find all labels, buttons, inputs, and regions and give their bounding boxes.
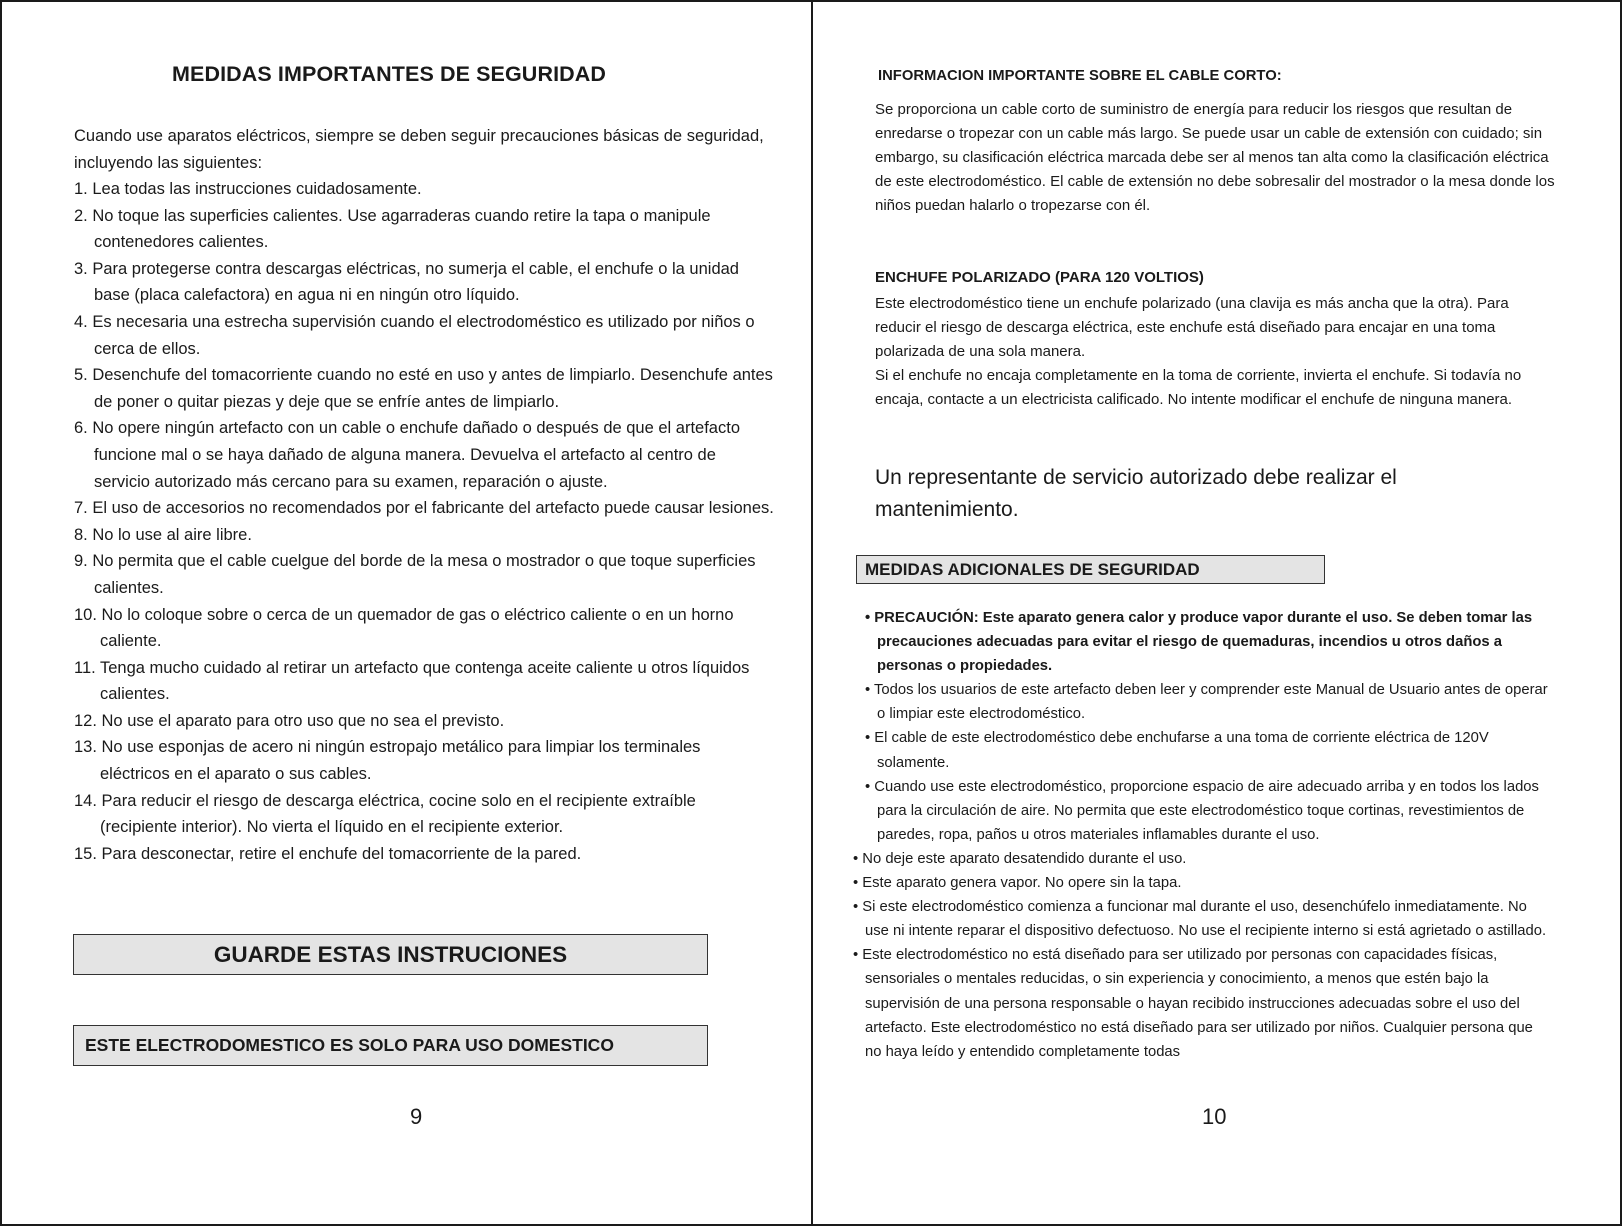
list-item: 15. Para desconectar, retire el enchufe del tomacorriente de la pared. — [74, 844, 582, 863]
list-item: 5. Desenchufe del tomacorriente cuando no esté en uso y antes de limpiarlo. Desenchufe antes de poner o quitar piezas y deje que se enfríe antes de limpiarlo. — [74, 366, 773, 411]
list-item: • Este aparato genera vapor. No opere sin la tapa. — [853, 875, 1182, 892]
list-item: 3. Para protegerse contra descargas eléctricas, no sumerja el cable, el enchufe o la unidad base (placa calefactora) en agua ni en ningún otro líquido. — [74, 259, 739, 305]
list-item: • El cable de este electrodoméstico debe enchufarse a una toma de corriente eléctrica de 120V solamente. — [865, 730, 1489, 771]
list-item: • PRECAUCIÓN: Este aparato genera calor y produce vapor durante el uso. Se deben tomar las precauciones adecuadas para evitar el riesgo de quemaduras, incendios u otros daños a personas o propiedades. — [865, 610, 1533, 675]
list-item: • Este electrodoméstico no está diseñado para ser utilizado por personas con capacidades físicas, sensoriales o mentales reducidas, o sin experiencia y conocimiento, a menos que estén bajo la supervisión de una persona responsable o hayan recibido instrucciones adecuadas sobre el uso del artefacto. Este electrodoméstico no está diseñado para ser utilizado por niños. Cualquier persona que no haya leído y entendido completamente todas — [853, 947, 1533, 1060]
list-item: 10. No lo coloque sobre o cerca de un quemador de gas o eléctrico caliente o en un horno caliente. — [74, 605, 734, 651]
plug-paragraph-2: Si el enchufe no encaja completamente en la toma de corriente, invierta el enchufe. Si todavía no encaja, contacte a un electricista calificado. No intente modificar el enchufe de ninguna manera. — [875, 367, 1522, 408]
list-item: • Cuando use este electrodoméstico, proporcione espacio de aire adecuado arriba y en todos los lados para la circulación de aire. No permita que este electrodoméstico toque cortinas, revestimientos de paredes, ropa, paños u otros materiales inflamables durante el uso. — [865, 778, 1539, 843]
right-page — [813, 2, 1620, 1224]
plug-paragraph: Este electrodoméstico tiene un enchufe polarizado (una clavija es más ancha que la otra). Para reducir el riesgo de descarga eléctrica, este enchufe está diseñado para encajar en una toma polarizada de una sola manera. — [875, 295, 1509, 360]
list-item: 4. Es necesaria una estrecha supervisión cuando el electrodoméstico es utilizado por niños o cerca de ellos. — [74, 312, 755, 358]
list-item: 13. No use esponjas de acero ni ningún estropajo metálico para limpiar los terminales eléctricos en el aparato o sus cables. — [74, 738, 701, 784]
intro-paragraph: Cuando use aparatos eléctricos, siempre se deben seguir precauciones básicas de seguridad, incluyendo las siguientes: — [74, 127, 764, 172]
household-use-box: ESTE ELECTRODOMESTICO ES SOLO PARA USO DOMESTICO — [73, 1025, 708, 1066]
left-page — [2, 2, 811, 1224]
list-item: 9. No permita que el cable cuelgue del borde de la mesa o mostrador o que toque superficies calientes. — [74, 552, 756, 597]
list-item: 12. No use el aparato para otro uso que no sea el previsto. — [74, 711, 505, 730]
list-item: • Todos los usuarios de este artefacto deben leer y comprender este Manual de Usuario antes de operar o limpiar este electrodoméstico. — [865, 682, 1548, 723]
page-title: MEDIDAS IMPORTANTES DE SEGURIDAD — [172, 62, 607, 86]
cord-paragraph: Se proporciona un cable corto de suministro de energía para reducir los riesgos que resultan de enredarse o tropezar con un cable más largo. Se puede usar un cable de extensión con cuidado; sin embargo, su clasificación eléctrica marcada debe ser al menos tan alta como la clasificación eléctrica de este electrodoméstico. El cable de extensión no debe sobresalir del mostrador o la mesa donde los niños puedan halarlo o tropezarse con él. — [875, 101, 1555, 214]
page-number: 9 — [410, 1104, 423, 1129]
cord-heading: INFORMACION IMPORTANTE SOBRE EL CABLE CORTO: — [878, 68, 1282, 84]
service-notice: Un representante de servicio autorizado debe realizar el mantenimiento. — [875, 466, 1397, 521]
list-item: 11. Tenga mucho cuidado al retirar un artefacto que contenga aceite caliente u otros líquidos calientes. — [74, 658, 750, 704]
list-item: 8. No lo use al aire libre. — [74, 525, 252, 544]
save-instructions-box: GUARDE ESTAS INSTRUCIONES — [73, 934, 708, 975]
list-item: 14. Para reducir el riesgo de descarga eléctrica, cocine solo en el recipiente extraíble (recipiente interior). No vierta el líquido en el recipiente exterior. — [74, 791, 696, 837]
list-item: 7. El uso de accesorios no recomendados por el fabricante del artefacto puede causar lesiones. — [74, 499, 774, 518]
safety-list — [74, 176, 774, 867]
page-number: 10 — [1202, 1104, 1227, 1129]
list-item: 6. No opere ningún artefacto con un cable o enchufe dañado o después de que el artefacto funcione mal o se haya dañado de alguna manera. Devuelva el artefacto al centro de servicio autorizado más cercano para su examen, reparación o ajuste. — [74, 419, 740, 491]
list-item: 2. No toque las superficies calientes. Use agarraderas cuando retire la tapa o manipule contenedores calientes. — [74, 206, 711, 252]
list-item: • Si este electrodoméstico comienza a funcionar mal durante el uso, desenchúfelo inmediatamente. No use ni intente reparar el dispositivo defectuoso. No use el recipiente interno si está agrietado o astillado. — [853, 899, 1547, 940]
plug-heading: ENCHUFE POLARIZADO (PARA 120 VOLTIOS) — [875, 269, 1204, 286]
list-item: 1. Lea todas las instrucciones cuidadosamente. — [74, 180, 422, 198]
additional-safety-list — [853, 606, 1553, 1064]
additional-safety-box: MEDIDAS ADICIONALES DE SEGURIDAD — [856, 555, 1325, 584]
list-item: • No deje este aparato desatendido durante el uso. — [853, 850, 1187, 867]
